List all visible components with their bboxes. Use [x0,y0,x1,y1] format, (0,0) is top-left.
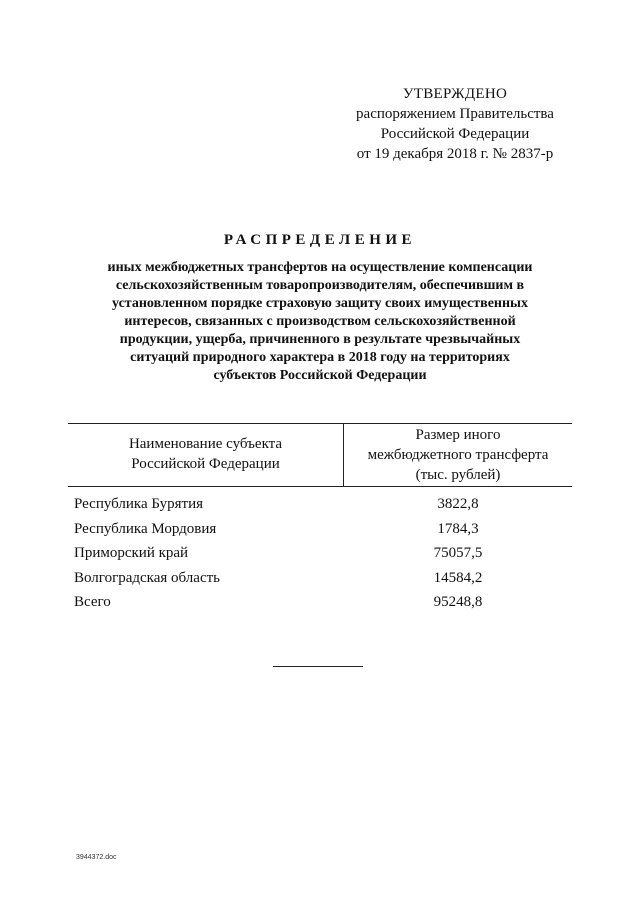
approval-block [340,84,570,164]
end-of-document-rule [273,666,363,667]
row-amount: 95248,8 [433,594,483,610]
table-header-subject [68,434,343,474]
approval-line-3: от 19 декабря 2018 г. № 2837-р [356,146,554,162]
table-row [74,568,572,593]
header-subject-line: Российской Федерации [131,456,280,472]
subtitle-line: установленном порядке страховую защиту своих имущественных [112,296,528,311]
row-subject: Всего [74,594,111,610]
subtitle-line: сельскохозяйственным товаропроизводителям, обеспечившим в [115,278,525,293]
row-subject: Республика Мордовия [74,520,217,537]
header-amount-line: (тыс. рублей) [415,467,501,483]
table-row-total [74,592,572,617]
document-file-id: 3944372.doc [76,854,117,861]
approval-line-1: распоряжением Правительства [356,106,554,122]
table-header-amount [344,425,572,485]
subtitle-line: продукции, ущерба, причиненного в результате чрезвычайных [119,332,521,347]
table-row [74,543,572,568]
header-amount-line: межбюджетного трансферта [367,447,549,463]
table-row [74,519,572,544]
approval-line-2: Российской Федерации [380,126,530,142]
approval-title: УТВЕРЖДЕНО [402,86,508,102]
subtitle-line: иных межбюджетных трансфертов на осуществление компенсации [107,260,533,275]
header-amount-line: Размер иного [415,427,501,443]
row-amount: 3822,8 [437,496,479,512]
table-body [74,494,572,617]
table-header-rule [68,486,572,487]
row-amount: 1784,3 [437,520,479,537]
document-subtitle [70,259,570,385]
row-subject: Приморский край [74,545,189,561]
table-row [74,494,572,519]
subtitle-line: субъектов Российской Федерации [213,368,427,383]
subtitle-line: интересов, связанных с производством сельскохозяйственной [124,314,516,329]
row-amount: 14584,2 [433,569,483,586]
document-title: РАСПРЕДЕЛЕНИЕ [223,232,417,248]
row-subject: Республика Бурятия [74,496,204,512]
subtitle-line: ситуаций природного характера в 2018 году на территориях [130,350,510,365]
header-subject-line: Наименование субъекта [128,436,283,452]
row-subject: Волгоградская область [74,569,220,586]
table-top-rule [68,423,572,424]
row-amount: 75057,5 [433,545,483,561]
